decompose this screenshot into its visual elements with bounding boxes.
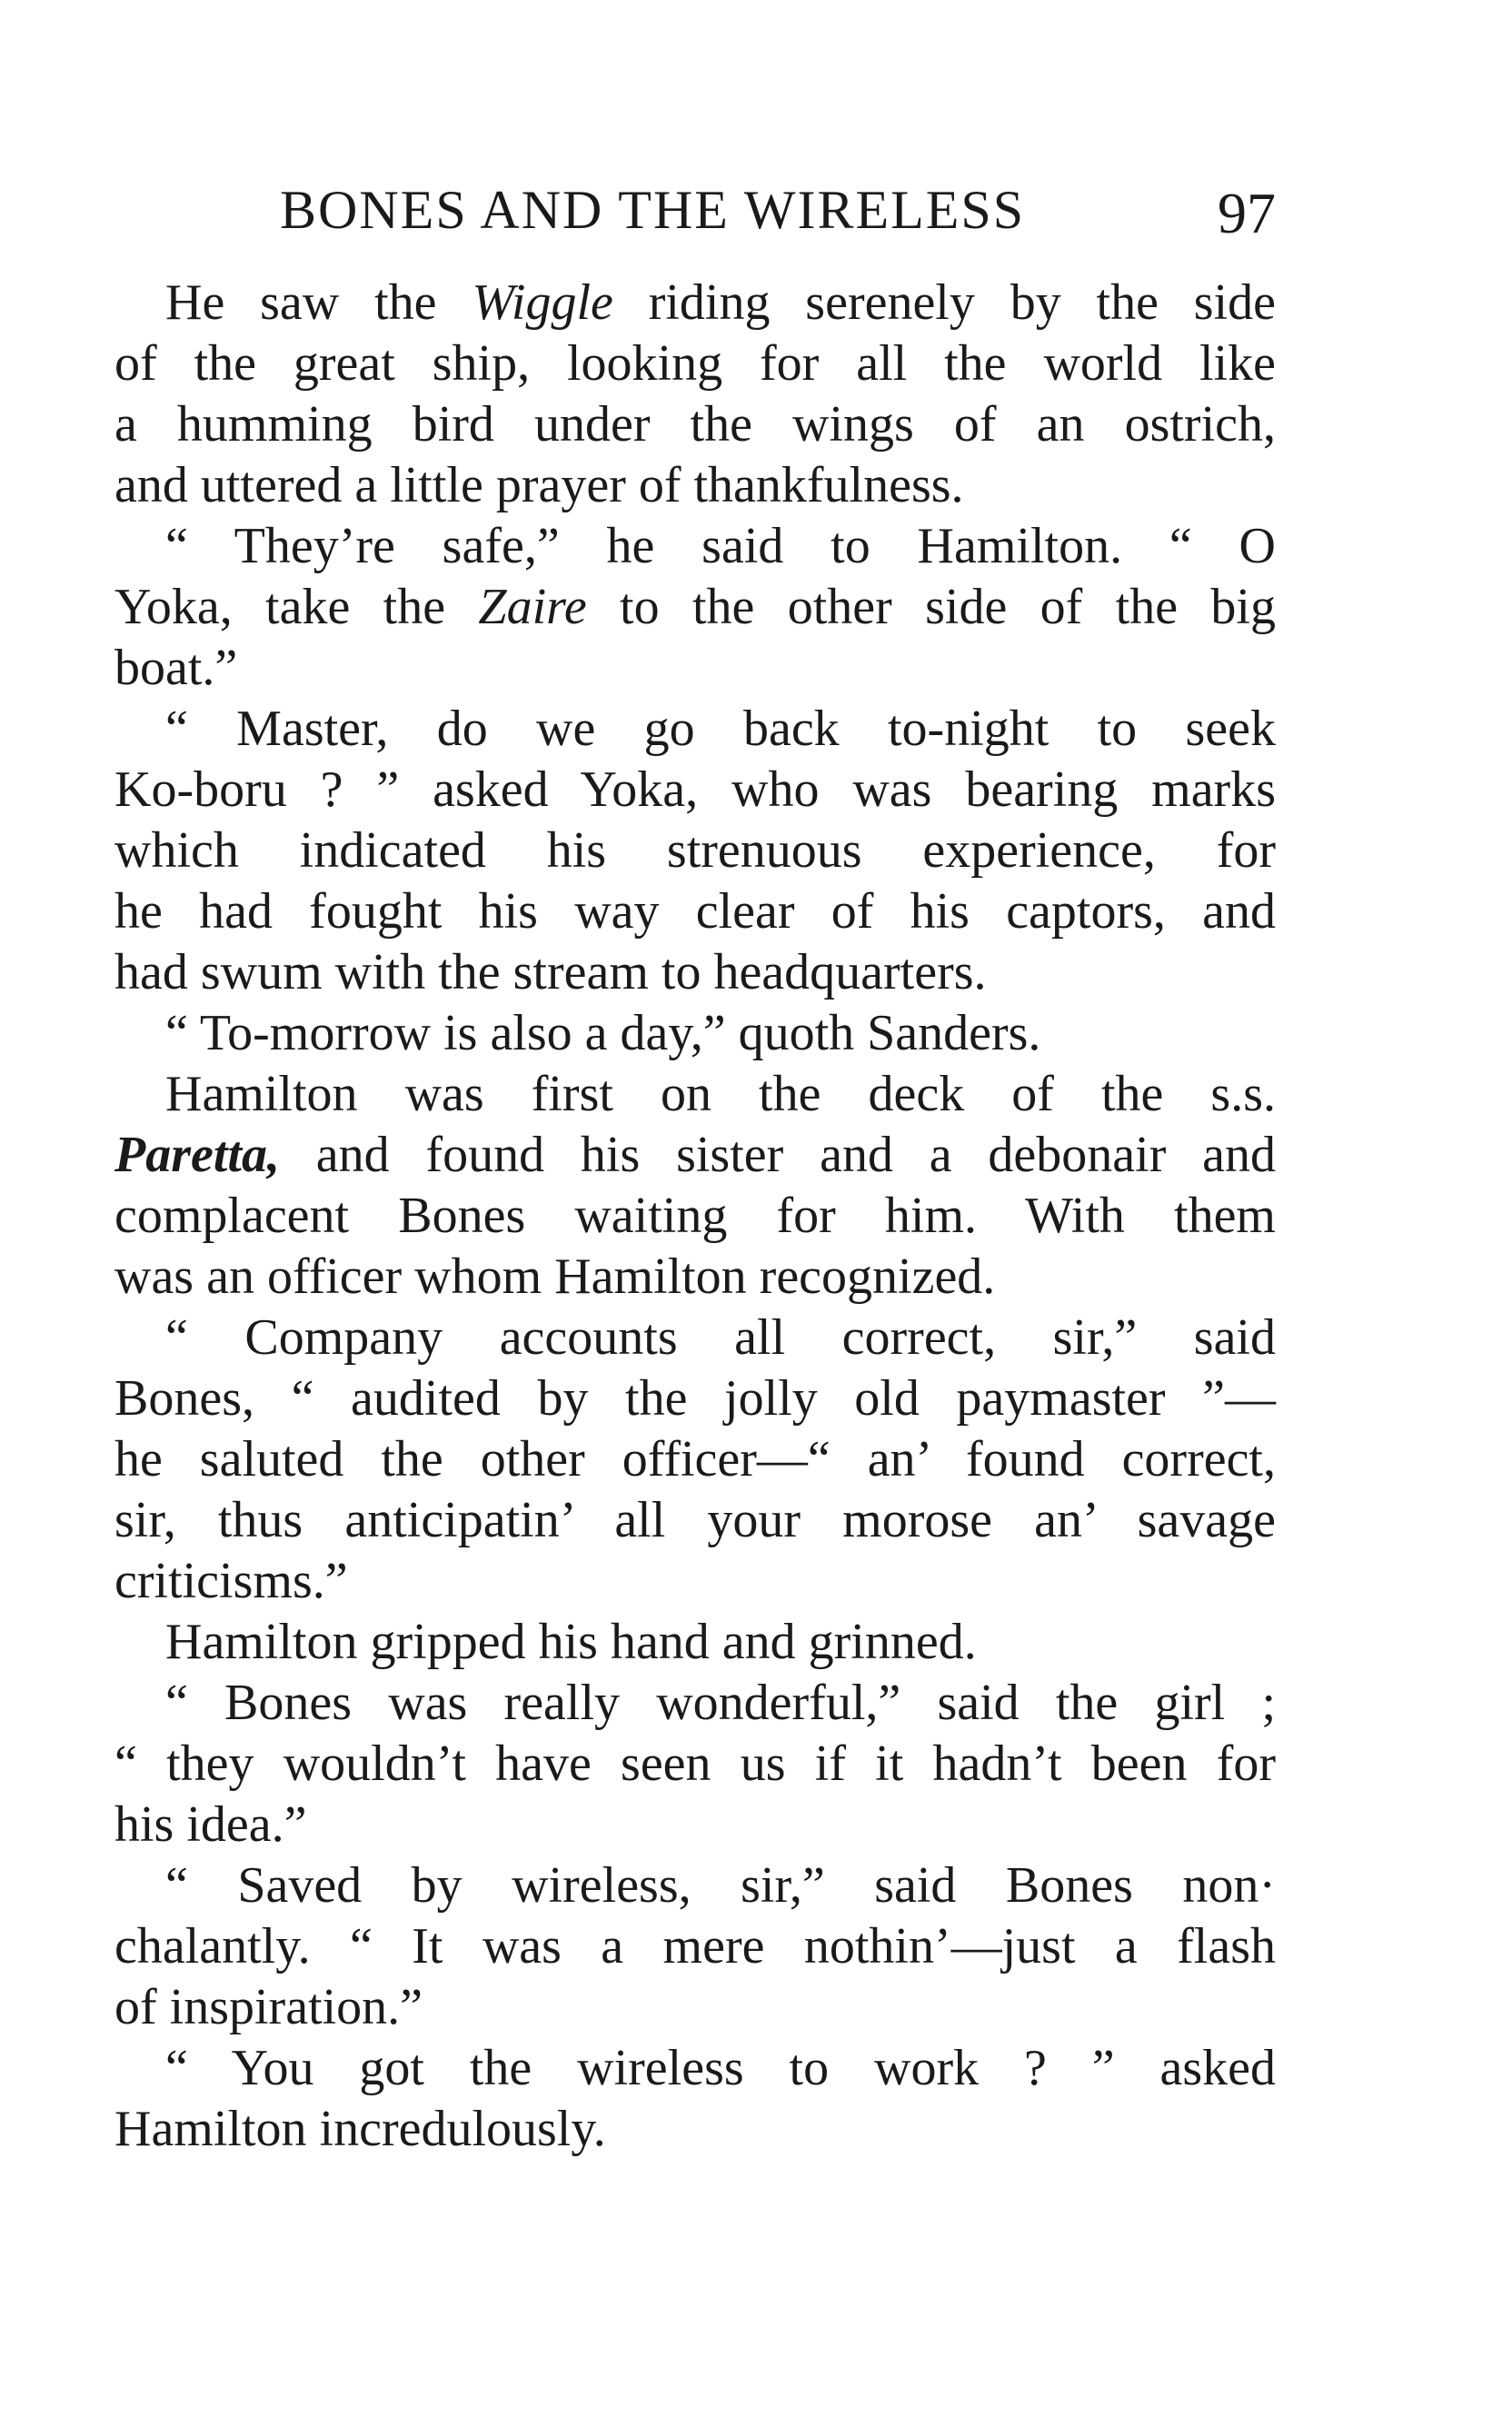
- ship-name-zaire: Zaire: [478, 579, 587, 635]
- text-line: “ Bones was really wonderful,” said the girl ;: [165, 1675, 1276, 1731]
- text-line: “ They’re safe,” he said to Hamilton. “ O: [165, 518, 1276, 574]
- text-line: Bones, “ audited by the jolly old paymaster ”—: [114, 1370, 1276, 1427]
- text-line: of the great ship, looking for all the world like: [114, 335, 1276, 392]
- text-line: Yoka, take the Zaire to the other side of the big: [114, 579, 1276, 635]
- text-line: had swum with the stream to headquarters.: [114, 944, 987, 1000]
- text-line: “ Master, do we go back to-night to seek: [165, 701, 1276, 757]
- body-text: [114, 273, 1276, 2160]
- text-line: sir, thus anticipatin’ all your morose an’ savage: [114, 1492, 1276, 1548]
- page-number: 97: [1218, 181, 1276, 245]
- text-line: chalantly. “ It was a mere nothin’—just a flash: [114, 1918, 1276, 1974]
- text-line: Ko-boru ? ” asked Yoka, who was bearing marks: [114, 761, 1276, 818]
- text-line: he had fought his way clear of his captors, and: [114, 883, 1276, 940]
- text-line: was an officer whom Hamilton recognized.: [114, 1248, 996, 1305]
- text-line: “ Company accounts all correct, sir,” said: [165, 1309, 1276, 1366]
- text-line: “ Saved by wireless, sir,” said Bones non·: [165, 1857, 1276, 1914]
- text-line: Hamilton was first on the deck of the s.s.: [165, 1066, 1276, 1122]
- ship-name-wiggle: Wiggle: [472, 274, 613, 331]
- text-line: his idea.”: [114, 1796, 307, 1853]
- text-line: complacent Bones waiting for him. With them: [114, 1188, 1276, 1244]
- text-line: of inspiration.”: [114, 1979, 423, 2035]
- text-line: Hamilton incredulously.: [114, 2101, 606, 2157]
- text-line: he saluted the other officer—“ an’ found correct,: [114, 1431, 1276, 1487]
- text-line: and uttered a little prayer of thankfulness.: [114, 457, 964, 513]
- chapter-running-title: BONES AND THE WIRELESS: [280, 180, 1026, 240]
- text-line: “ they wouldn’t have seen us if it hadn’t been for: [114, 1736, 1276, 1792]
- text-line: which indicated his strenuous experience, for: [114, 822, 1276, 879]
- ship-name-paretta: Paretta,: [114, 1127, 280, 1183]
- text-line: He saw the Wiggle riding serenely by the side: [165, 274, 1277, 331]
- text-line: boat.”: [114, 640, 238, 696]
- text-line: criticisms.”: [114, 1553, 348, 1609]
- text-line: “ You got the wireless to work ? ” asked: [165, 2040, 1276, 2096]
- text-line: “ To-morrow is also a day,” quoth Sanders.: [165, 1005, 1041, 1061]
- text-line: Hamilton gripped his hand and grinned.: [165, 1614, 977, 1670]
- text-line: Paretta, and found his sister and a debonair and: [114, 1127, 1276, 1183]
- running-head: [114, 178, 1276, 245]
- text-line: a humming bird under the wings of an ostrich,: [114, 396, 1276, 453]
